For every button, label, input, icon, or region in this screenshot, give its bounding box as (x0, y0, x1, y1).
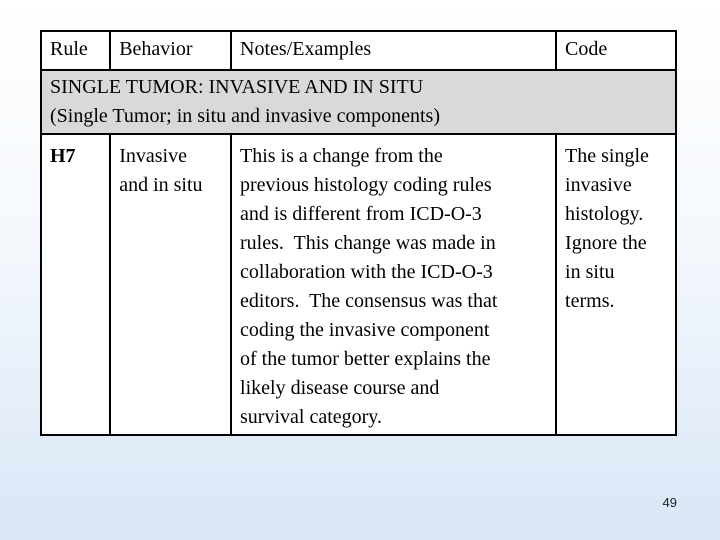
table-header-row (41, 31, 676, 70)
header-notes: Notes/Examples (231, 31, 556, 70)
behavior-cell: Invasive and in situ (110, 134, 231, 435)
page-number: 49 (662, 495, 677, 510)
section-row (41, 70, 676, 134)
header-code: Code (556, 31, 676, 70)
header-rule: Rule (41, 31, 110, 70)
code-cell: The single invasive histology. Ignore the in situ terms. (556, 134, 676, 435)
rule-id-cell: H7 (41, 134, 110, 435)
section-title: SINGLE TUMOR: INVASIVE AND IN SITU (Single Tumor; in situ and invasive components) (41, 70, 676, 134)
rules-table (40, 30, 677, 436)
table-row (41, 134, 676, 435)
notes-cell: This is a change from the previous histology coding rules and is different from ICD-O-3 rules. This change was made in collaboration with the ICD-O-3 editors. The consensus was that coding the invasive component of the tumor better explains the likely disease course and survival category. (231, 134, 556, 435)
header-behavior: Behavior (110, 31, 231, 70)
